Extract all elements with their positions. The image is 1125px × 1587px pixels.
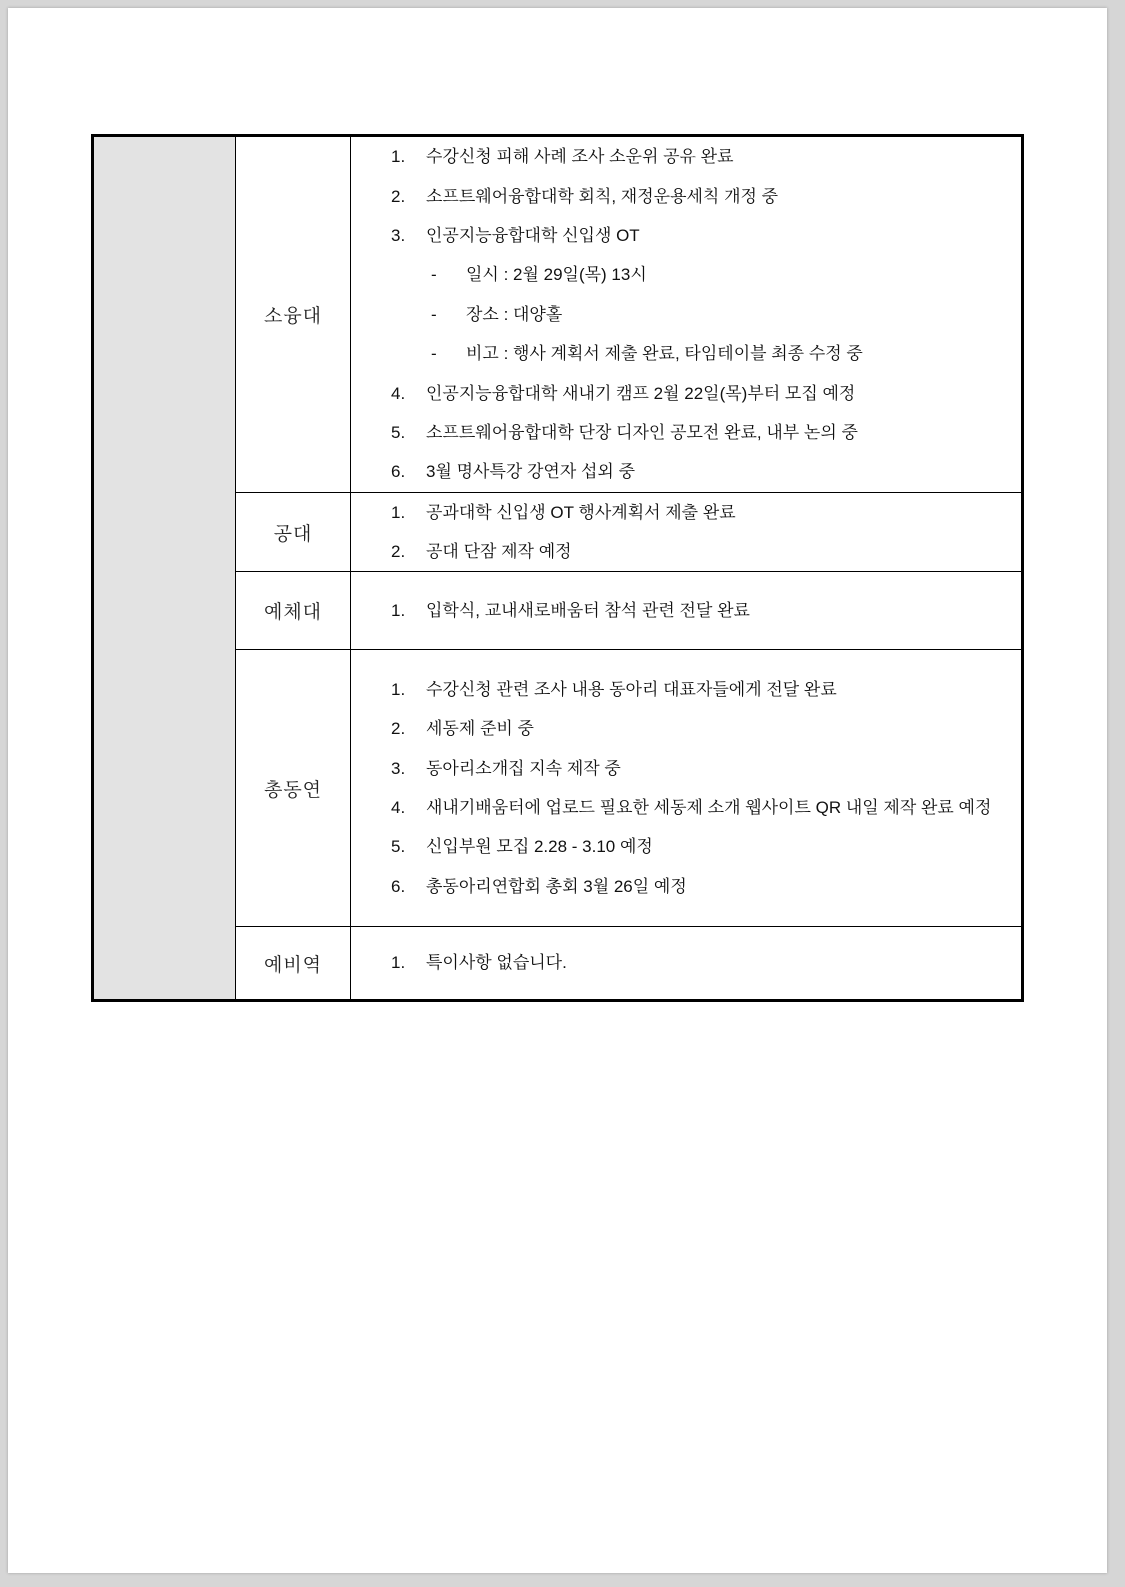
list-item	[391, 867, 1017, 906]
row-label: 예체대	[236, 572, 351, 649]
item-number: 5.	[391, 837, 406, 857]
item-text: 소프트웨어융합대학 단장 디자인 공모전 완료, 내부 논의 중	[426, 423, 858, 443]
item-number: 6.	[391, 462, 406, 482]
item-number: 2.	[391, 719, 406, 739]
item-number: 5.	[391, 423, 406, 443]
item-number: 1.	[391, 502, 406, 522]
item-number: 1.	[391, 600, 406, 620]
sub-item	[391, 295, 1017, 334]
item-text: 수강신청 관련 조사 내용 동아리 대표자들에게 전달 완료	[426, 679, 837, 699]
sub-item-dash: -	[431, 265, 437, 285]
list-item	[391, 943, 1017, 982]
item-number: 1.	[391, 953, 406, 973]
item-number: 3.	[391, 225, 406, 245]
list-item	[391, 216, 1017, 255]
document-page	[8, 8, 1107, 1573]
item-text: 총동아리연합회 총회 3월 26일 예정	[426, 876, 687, 896]
table-row	[236, 572, 1021, 650]
item-number: 2.	[391, 542, 406, 561]
list-item	[391, 749, 1017, 788]
item-number: 3.	[391, 758, 406, 778]
item-text: 수강신청 피해 사례 조사 소운위 공유 완료	[426, 147, 734, 167]
report-table	[91, 134, 1024, 1002]
row-label: 예비역	[236, 927, 351, 999]
list-item	[391, 788, 1017, 827]
sub-item-text: 일시 : 2월 29일(목) 13시	[466, 265, 647, 285]
list-item	[391, 413, 1017, 452]
table-row	[236, 493, 1021, 572]
item-number: 4.	[391, 383, 406, 403]
table-row	[236, 650, 1021, 927]
list-item	[391, 137, 1017, 176]
list-item	[391, 532, 1017, 571]
item-text: 공과대학 신입생 OT 행사계획서 제출 완료	[426, 502, 736, 522]
list-item	[391, 827, 1017, 866]
item-text: 세동제 준비 중	[426, 719, 534, 739]
sub-item	[391, 255, 1017, 294]
item-text: 신입부원 모집 2.28 - 3.10 예정	[426, 837, 653, 857]
row-content	[351, 137, 1021, 492]
row-label: 총동연	[236, 650, 351, 926]
list-item	[391, 709, 1017, 748]
item-number: 4.	[391, 798, 406, 817]
item-number: 1.	[391, 679, 406, 699]
list-item	[391, 493, 1017, 532]
sub-item	[391, 334, 1017, 373]
sub-item-dash: -	[431, 304, 437, 324]
item-number: 1.	[391, 147, 406, 167]
list-item	[391, 177, 1017, 216]
item-number: 2.	[391, 186, 406, 206]
row-content	[351, 572, 1021, 649]
item-number: 6.	[391, 876, 406, 896]
category-column	[94, 137, 236, 999]
row-content	[351, 493, 1021, 571]
row-content	[351, 927, 1021, 999]
item-text: 소프트웨어융합대학 회칙, 재정운용세칙 개정 중	[426, 186, 779, 206]
item-text: 공대 단잠 제작 예정	[426, 542, 572, 561]
table-rows	[236, 137, 1021, 999]
item-text: 특이사항 없습니다.	[426, 953, 567, 973]
item-text: 새내기배움터에 업로드 필요한 세동제 소개 웹사이트 QR 내일 제작 완료 예정	[426, 798, 992, 817]
row-label: 소융대	[236, 137, 351, 492]
list-item	[391, 452, 1017, 491]
table-row	[236, 927, 1021, 999]
sub-item-dash: -	[431, 344, 437, 364]
item-text: 인공지능융합대학 새내기 캠프 2월 22일(목)부터 모집 예정	[426, 383, 856, 403]
item-text: 동아리소개집 지속 제작 중	[426, 758, 621, 778]
sub-item-text: 장소 : 대양홀	[466, 304, 563, 324]
item-text: 인공지능융합대학 신입생 OT	[426, 225, 640, 245]
item-text: 3월 명사특강 강연자 섭외 중	[426, 462, 635, 482]
list-item	[391, 670, 1017, 709]
item-text: 입학식, 교내새로배움터 참석 관련 전달 완료	[426, 600, 750, 620]
list-item	[391, 374, 1017, 413]
sub-item-text: 비고 : 행사 계획서 제출 완료, 타임테이블 최종 수정 중	[466, 344, 863, 364]
row-content	[351, 650, 1021, 926]
row-label: 공대	[236, 493, 351, 571]
table-row	[236, 137, 1021, 493]
list-item	[391, 591, 1017, 630]
